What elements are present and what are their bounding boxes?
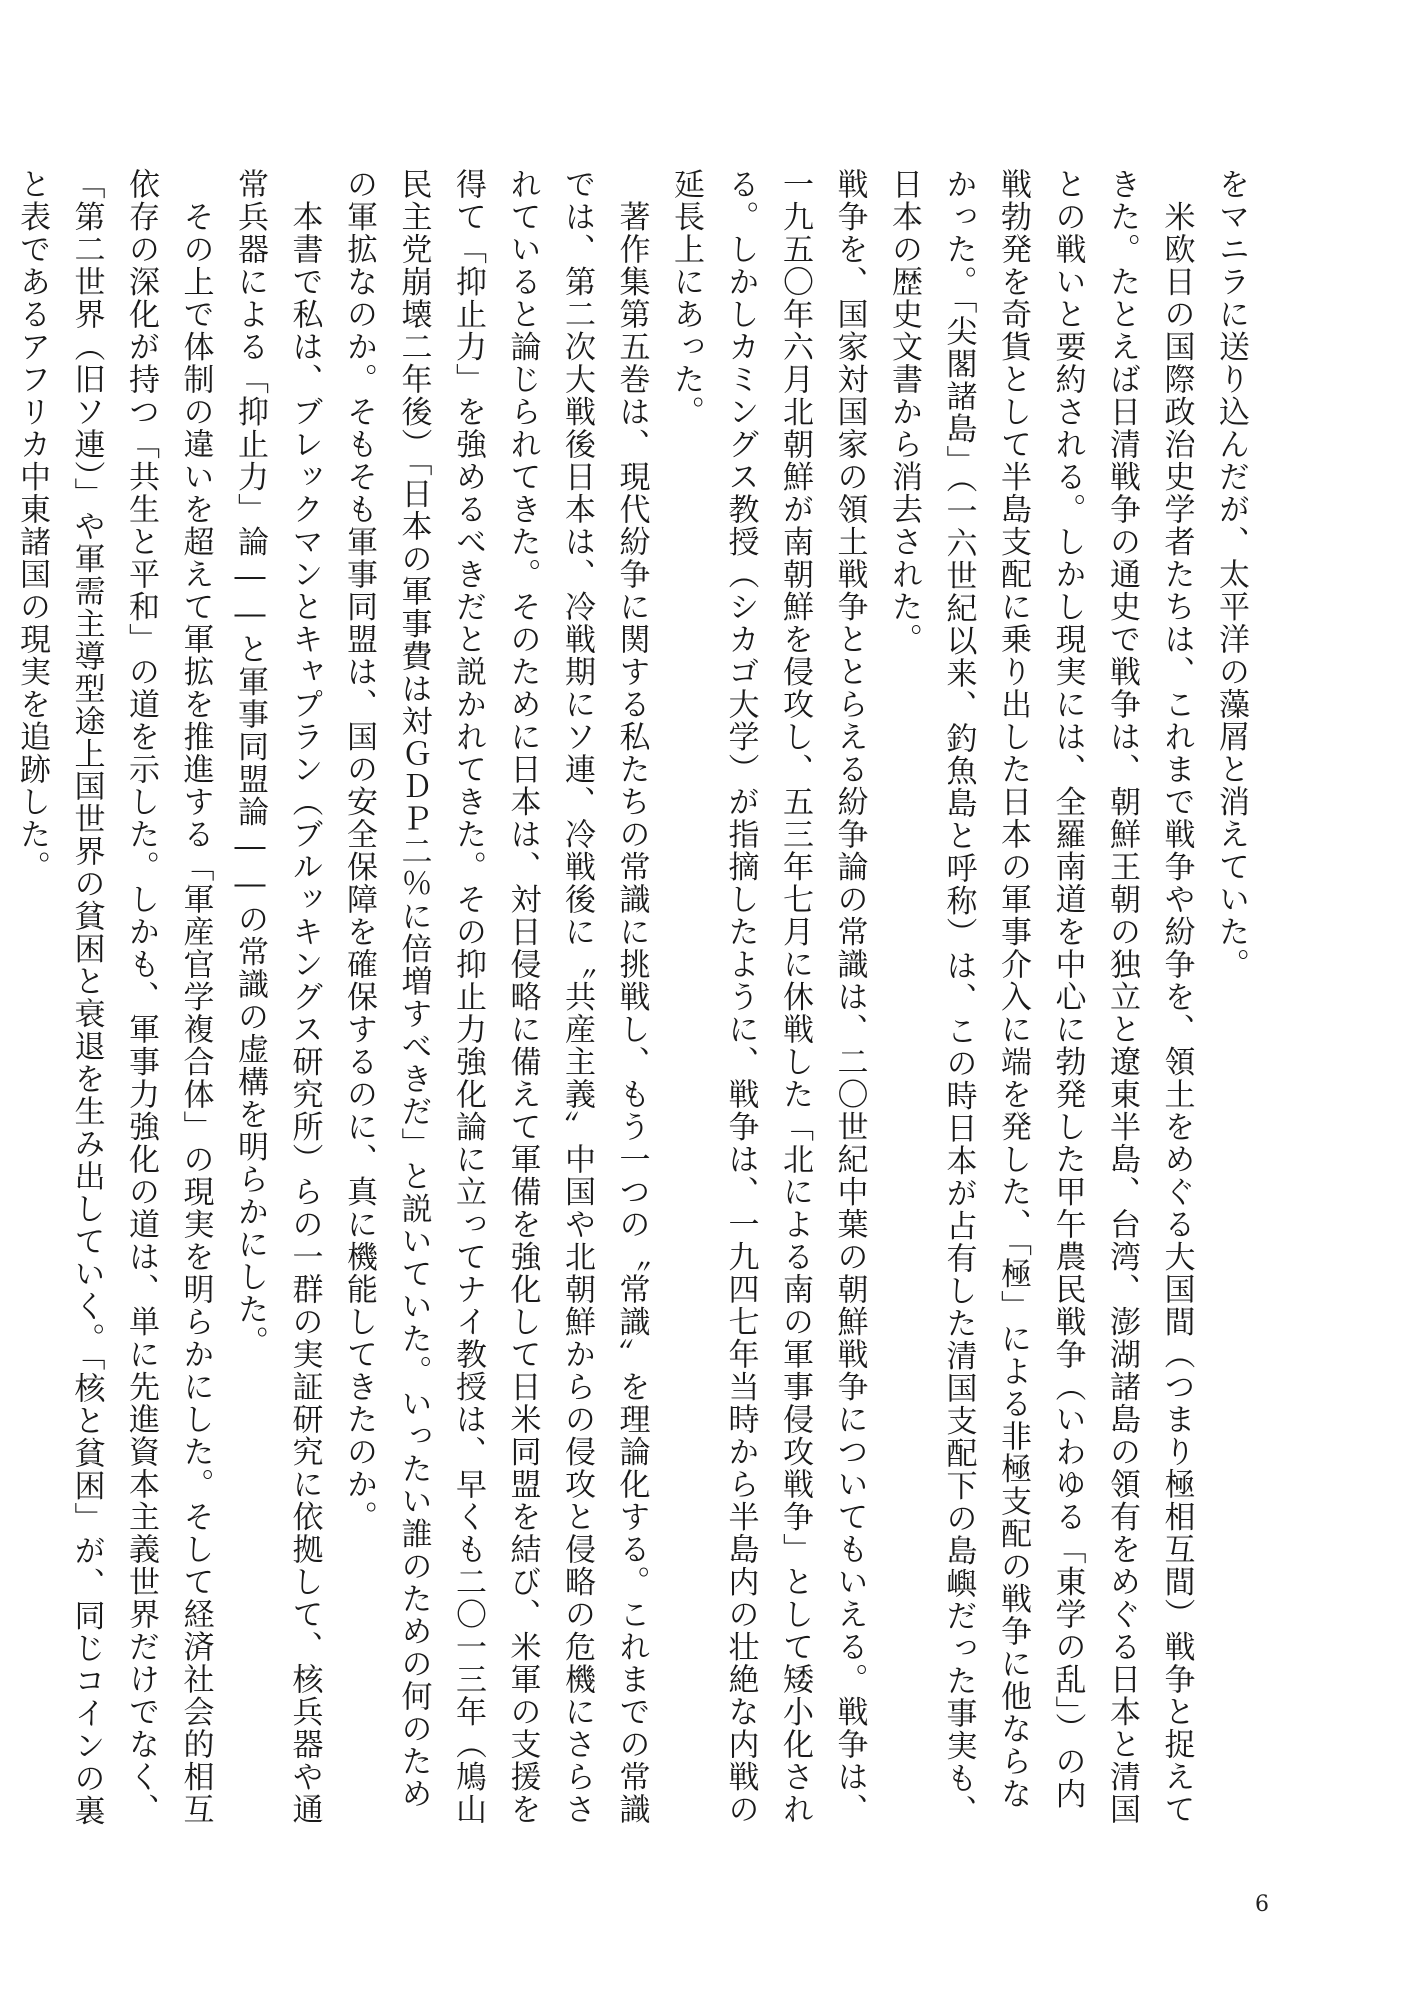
paragraph: 著作集第五巻は、現代紛争に関する私たちの常識に挑戦し、もう一つの〝常識〟を理論化する。これまでの常識では、第二次大戦後日本は、冷戦期にソ連、冷戦後に〝共産主義〟中国や北朝鮮からの侵攻と侵略の危機にさらされていると論じられてきた。そのために日本は、対日侵略に備えて軍備を強化して日米同盟を結び、米軍の支援を得て「抑止力」を強めるべきだと説かれてきた。その抑止力強化論に立ってナイ教授は、早くも二〇一三年（鳩山民主党崩壊二年後）「日本の軍事費は対ＧＤＰ二％に倍増すべきだ」と説いていた。いったい誰のための何のための軍拡なのか。そもそも軍事同盟は、国の安全保障を確保するのに、真に機能してきたのか。 xyxy=(341,168,650,1826)
page-number: 6 xyxy=(1255,1892,1269,1917)
paragraph: をマニラに送り込んだが、太平洋の藻屑と消えていた。 xyxy=(1213,168,1249,981)
paragraph: 戦争を、国家対国家の領土戦争ととらえる紛争論の常識は、二〇世紀中葉の朝鮮戦争についてもいえる。戦争は、一九五〇年六月北朝鮮が南朝鮮を侵攻し、五三年七月に休戦した「北による南の軍事侵攻戦争」として矮小化される。しかしカミングス教授（シカゴ大学）が指摘したように、戦争は、一九四七年当時から半島内の壮絶な内戦の延長上にあった。 xyxy=(668,168,868,1826)
paragraph: 米欧日の国際政治史学者たちは、これまで戦争や紛争を、領土をめぐる大国間（つまり極相互間）戦争と捉えてきた。たとえば日清戦争の通史で戦争は、朝鮮王朝の独立と遼東半島、台湾、澎湖諸島の領有をめぐる日本と清国との戦いと要約される。しかし現実には、全羅南道を中心に勃発した甲午農民戦争（いわゆる「東学の乱」）の内戦勃発を奇貨として半島支配に乗り出した日本の軍事介入に端を発した、「極」による非極支配の戦争に他ならなかった。「尖閣諸島」（一六世紀以来、釣魚島と呼称）は、この時日本が占有した清国支配下の島嶼だった事実も、日本の歴史文書から消去された。 xyxy=(886,168,1195,1827)
body-text xyxy=(14,168,1258,1838)
paragraph: その上で体制の違いを超えて軍拡を推進する「軍産官学複合体」の現実を明らかにした。そして経済社会的相互依存の深化が持つ「共生と平和」の道を示した。しかも、軍事力強化の道は、単に先進資本主義世界だけでなく、「第二世界（旧ソ連）」や軍需主導型途上国世界の貧困と衰退を生み出していく。「核と貧困」が、同じコインの裏と表であるアフリカ中東諸国の現実を追跡した。 xyxy=(14,168,214,1827)
paragraph: 本書で私は、ブレックマンとキャプラン（ブルッキングス研究所）らの一群の実証研究に依拠して、核兵器や通常兵器による「抑止力」論――と軍事同盟論――の常識の虚構を明らかにした。 xyxy=(232,168,323,1826)
